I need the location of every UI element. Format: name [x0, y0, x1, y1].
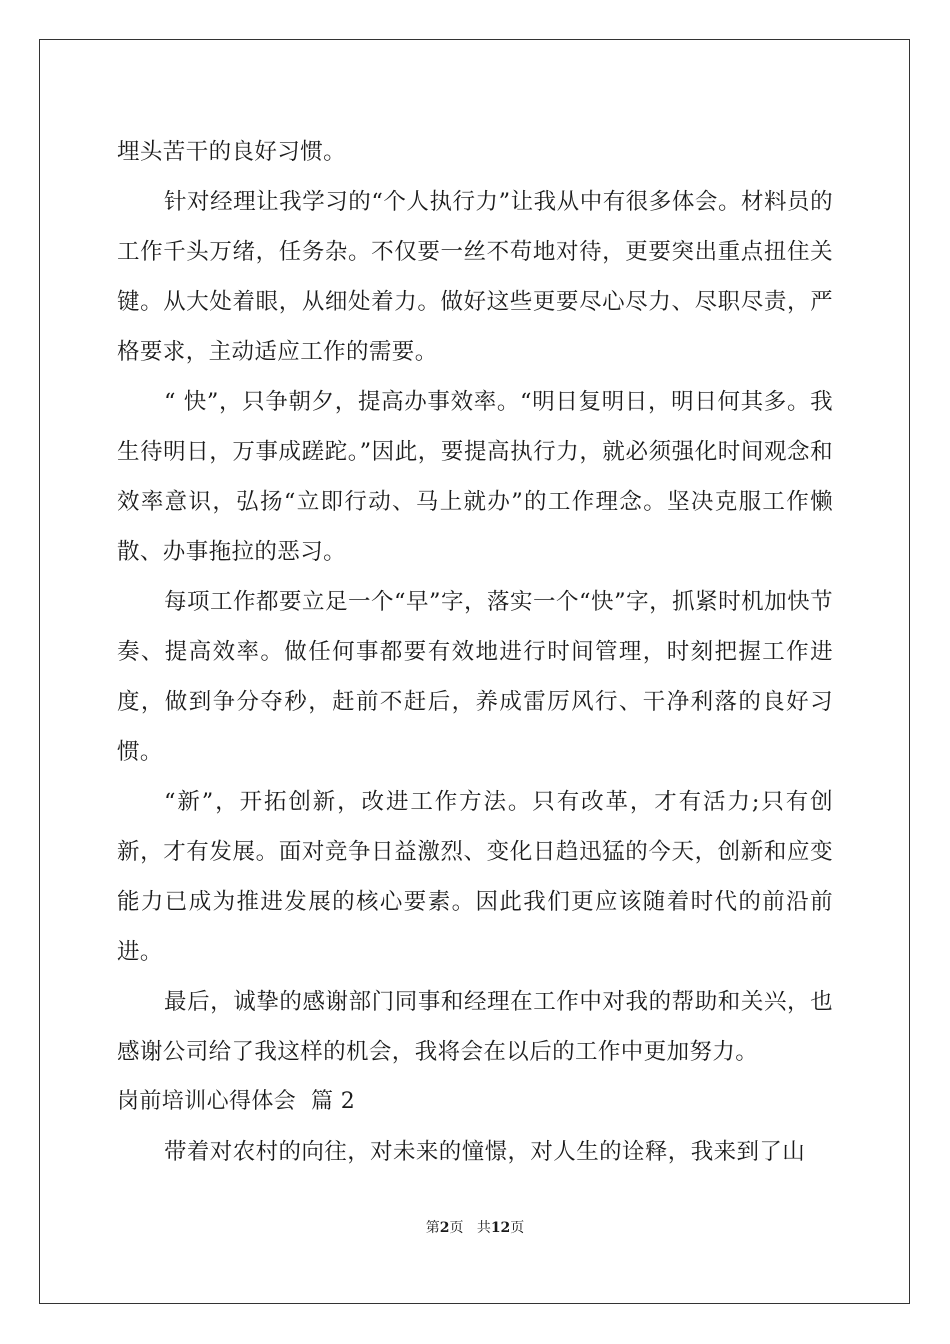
footer-prefix: 第	[425, 1220, 440, 1236]
document-body	[117, 127, 833, 1177]
paragraph-6: 最后，诚挚的感谢部门同事和经理在工作中对我的帮助和关兴，也感谢公司给了我这样的机会，我将会在以后的工作中更加努力。	[117, 989, 833, 1065]
paragraph-5: “新”，开拓创新，改进工作方法。只有改革，才有活力;只有创新，才有发展。面对竞争日益激烈、变化日趋迅猛的今天，创新和应变能力已成为推进发展的核心要素。因此我们更应该随着时代的前沿前进。	[117, 789, 833, 965]
page-footer	[0, 1217, 950, 1237]
footer-current-page: 2	[439, 1220, 450, 1236]
paragraph-3: “ 快”，只争朝夕，提高办事效率。“明日复明日，明日何其多。我生待明日，万事成蹉跎。”因此，要提高执行力，就必须强化时间观念和效率意识，弘扬“立即行动、马上就办”的工作理念。坚决克服工作懒散、办事拖拉的恶习。	[117, 389, 833, 565]
section-heading: 岗前培训心得体会 篇 2	[117, 1089, 356, 1114]
paragraph-7: 带着对农村的向往，对未来的憧憬，对人生的诠释，我来到了山	[164, 1139, 806, 1165]
footer-total-suffix: 页	[510, 1220, 525, 1236]
footer-total-pages: 12	[490, 1220, 511, 1236]
footer-page-word: 页	[449, 1220, 464, 1236]
footer-total-prefix: 共	[476, 1220, 491, 1236]
paragraph-4: 每项工作都要立足一个“早”字，落实一个“快”字，抓紧时机加快节奏、提高效率。做任何事都要有效地进行时间管理，时刻把握工作进度，做到争分夺秒，赶前不赶后，养成雷厉风行、干净利落的良好习惯。	[117, 589, 833, 765]
paragraph-1: 埋头苦干的良好习惯。	[117, 139, 347, 165]
paragraph-2: 针对经理让我学习的“个人执行力”让我从中有很多体会。材料员的工作千头万绪，任务杂。不仅要一丝不苟地对待，更要突出重点扭住关键。从大处着眼，从细处着力。做好这些更要尽心尽力、尽职尽责，严格要求，主动适应工作的需要。	[117, 189, 833, 365]
